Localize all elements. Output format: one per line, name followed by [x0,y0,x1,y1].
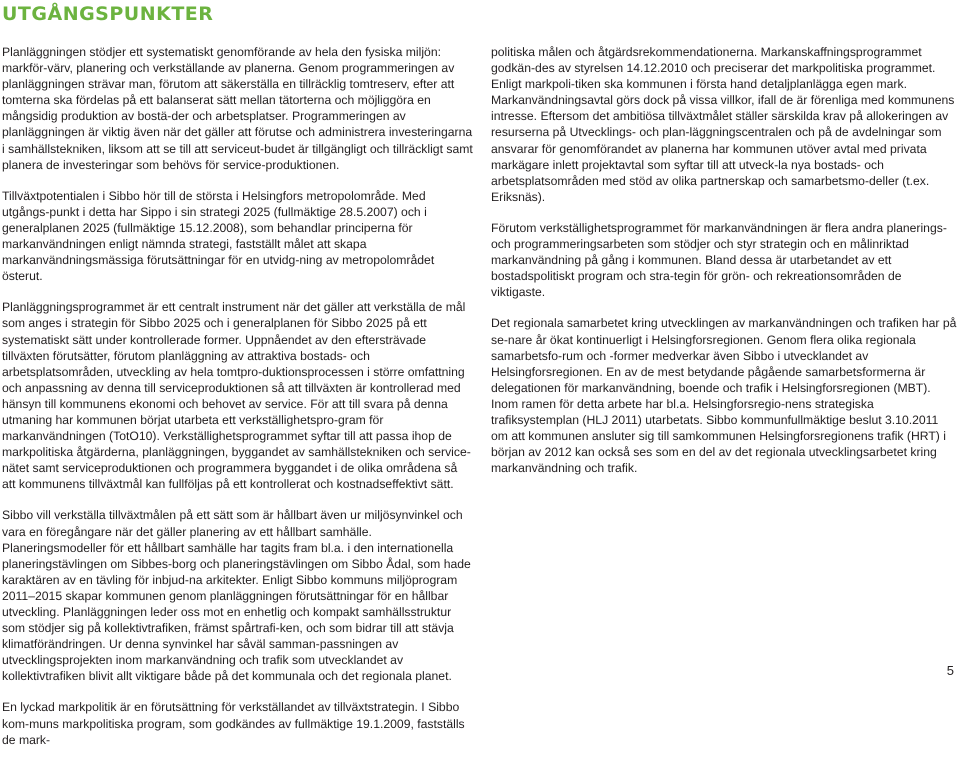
page-number: 5 [946,663,954,678]
right-column [491,44,958,491]
page-title: UTGÅNGSPUNKTER [2,3,214,25]
paragraph: Förutom verkställighetsprogrammet för markanvändningen är flera andra planerings- och programmeringsarbeten som stödjer och styr strategin och en målinriktad markanvändning på gång i kommunen. Bland dessa är utarbetandet av ett bostadspolitiskt program och stra-tegin för grön- och rekreationsområden de viktigaste. [491,220,947,300]
paragraph: Det regionala samarbetet kring utvecklingen av markanvändningen och trafiken har på se-nare år ökat kontinuerligt i Helsingforsregionen. Genom flera olika regionala samarbetsfo-rum och -former medverkar även Sibbo i utvecklandet av Helsingforsregionen. En av de mest betydande pågående samarbetsformerna är delegationen för markanvändning, boende och trafik i Helsingforsregionen (MBT). Inom ramen för detta arbete har bl.a. Helsingforsregio-nens strategiska trafiksystemplan (HLJ 2011) utarbetats. Sibbo kommunfullmäktige beslut 3.10.2011 om att kommunen ansluter sig till samkommunen Helsingforsregionens trafik (HRT) i början av 2012 kan också ses som en del av det regionala utvecklingsarbetet kring markanvändning och trafik. [491,316,957,476]
paragraph: En lyckad markpolitik är en förutsättning för verkställandet av tillväxtstrategin. I Sibbo kom-muns markpolitiska program, som godkändes av fullmäktige 19.1.2009, fastställs de mark- [2,700,465,747]
paragraph: politiska målen och åtgärdsrekommendationerna. Markanskaffningsprogrammet godkän-des av styrelsen 14.12.2010 och preciserar det markpolitiska programmet. Enligt markpoli-tiken ska kommunen i första hand detaljplanlägga egen mark. Markanvändningsavtal görs dock på vissa villkor, ifall de är förenliga med kommunens intresse. Eftersom det ambitiösa tillväxtmålet ställer särskilda krav på allokeringen av resurserna på Utvecklings- och plan-läggningscentralen och på de avdelningar som ansvarar för genomförandet av planerna har kommunen utöver avtal med privata markägare inlett projektavtal som syftar till att utveck-la nya bostads- och arbetsplatsområden med stöd av olika partnerskap och samarbetsmo-deller (t.ex. Eriksnäs). [491,45,955,204]
paragraph: Planläggningsprogrammet är ett centralt instrument när det gäller att verkställa de mål som anges i strategin för Sibbo 2025 och i generalplanen för Sibbo 2025 på ett systematiskt sätt under kontrollerade former. Uppnåendet av den eftersträvade tillväxten förutsätter, förutom planläggning av attraktiva bostads- och arbetsplatsområden, utveckling av hela tomtpro-duktionsprocessen i större omfattning och anpassning av denna till serviceproduktionen så att tillväxten är kontrollerad med hänsyn till kommunens ekonomi och behovet av service. För att till svara på denna utmaning har kommunen börjat utarbeta ett verkställighetspro-gram för markanvändningen (TotO10). Verkställighetsprogrammet syftar till att passa ihop de markpolitiska åtgärderna, planläggningen, byggandet av samhällstekniken och service-nätet samt serviceproduktionen och programmera byggandet i de olika områdena så att kommunens tillväxtmål kan fullföljas på ett kontrollerat och kostnadseffektivt sätt. [2,300,471,492]
left-column [2,44,473,763]
paragraph: Sibbo vill verkställa tillväxtmålen på ett sätt som är hållbart även ur miljösynvinkel och vara en föregångare när det gäller planering av ett hållbart samhälle. Planeringsmodeller för ett hållbart samhälle har tagits fram bl.a. i den internationella planeringstävlingen om Sibbes-borg och planeringstävlingen om Sibbo Ådal, som hade karaktären av en tävling för inbjud-na arkitekter. Enligt Sibbo kommuns miljöprogram 2011–2015 skapar kommunen genom planläggningen förutsättningar för en hållbar utveckling. Planläggningen leder oss mot en enhetlig och kompakt samhällsstruktur som stödjer sig på kollektivtrafiken, främst spårtrafi-ken, och som bidrar till att stävja klimatförändringen. Ur denna synvinkel har såväl samman-passningen av utvecklingsprojekten inom markanvändning och trafik som utvecklandet av kollektivtrafiken blivit allt viktigare både på det kommunala och det regionala planet. [2,508,471,684]
paragraph: Tillväxtpotentialen i Sibbo hör till de största i Helsingfors metropolområde. Med utgångs-punkt i detta har Sippo i sin strategi 2025 (fullmäktige 28.5.2007) och i generalplanen 2025 (fullmäktige 15.12.2008), som behandlar principerna för markanvändningen enligt nämnda strategi, fastställt målet att skapa markanvändningsmässiga förutsättningar för en utvidg-ning av metropolområdet österut. [2,188,435,284]
paragraph: Planläggningen stödjer ett systematiskt genomförande av hela den fysiska miljön: markför-värv, planering och verkställande av planerna. Genom programmeringen av planläggningen strävar man, förutom att säkerställa en tillräcklig tomtreserv, efter att tomterna ska fördelas på ett balanserat sätt mellan tätorterna och möjliggöra en mångsidig produktion av bostä-der och arbetsplatser. Programmeringen av planläggningen är viktig även när det gäller att förutse och administrera investeringarna i samhällstekniken, liksom att se till att serviceut-budet är tillgängligt och tillräckligt samt planera de investeringar som behövs för service-produktionen. [2,45,473,172]
